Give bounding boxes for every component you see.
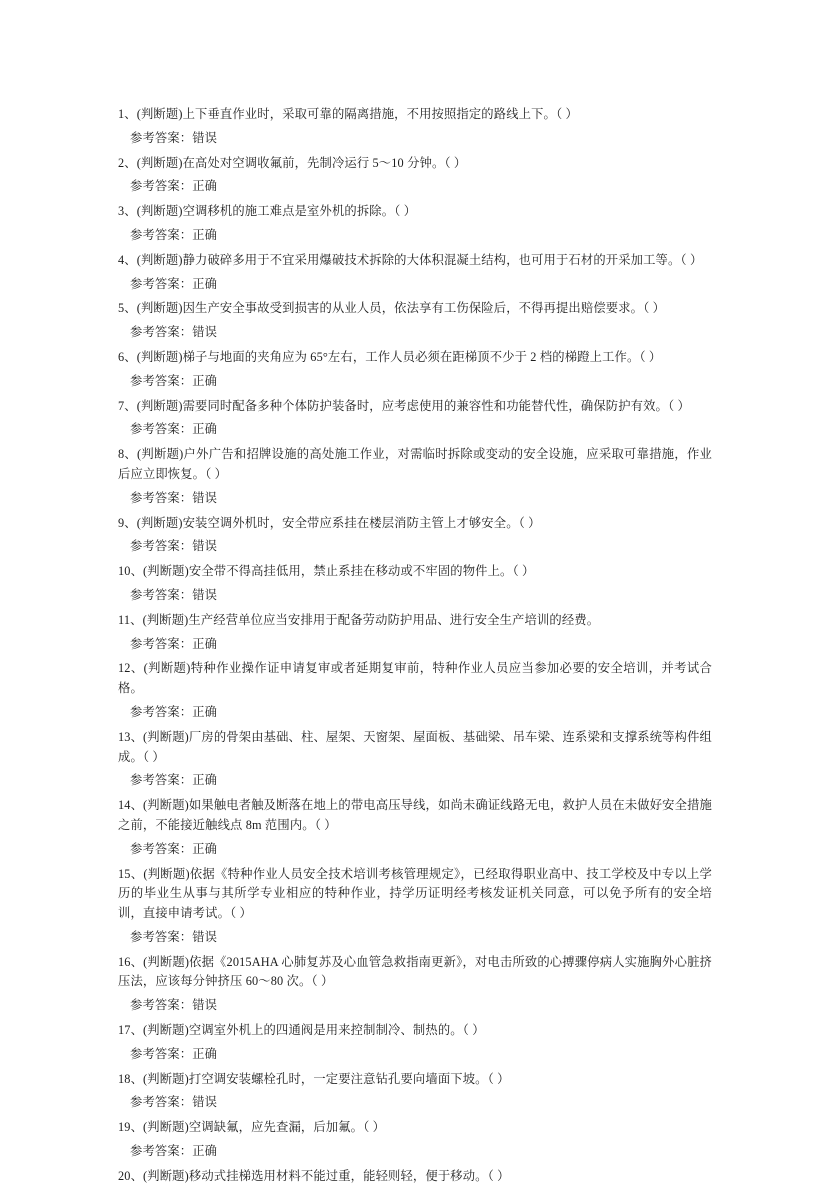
question-text: 5、(判断题)因生产安全事故受到损害的从业人员，依法享有工伤保险后，不得再提出赔偿要求。（ ） xyxy=(118,301,666,316)
answer-text: 参考答案：错误 xyxy=(130,1095,218,1110)
question-text: 7、(判断题)需要同时配备多种个体防护装备时，应考虑使用的兼容性和功能替代性，确保防护有效。（ ） xyxy=(118,398,690,413)
question-text: 4、(判断题)静力破碎多用于不宜采用爆破技术拆除的大体积混凝土结构，也可用于石材的开采加工等。（ ） xyxy=(118,252,703,267)
question-text: 12、(判断题)特种作业操作证申请复审或者延期复审前，特种作业人员应当参加必要的安全培训，并考试合格。 xyxy=(118,661,712,696)
answer-text: 参考答案：正确 xyxy=(130,841,218,856)
answer-text: 参考答案：正确 xyxy=(130,373,218,388)
answer-text: 参考答案：正确 xyxy=(130,422,218,437)
question-item xyxy=(118,1167,712,1187)
question-item xyxy=(118,251,712,295)
question-text: 1、(判断题)上下垂直作业时，采取可靠的隔离措施，不用按照指定的路线上下。（ ） xyxy=(118,107,578,121)
question-item xyxy=(118,659,712,722)
question-text: 11、(判断题)生产经营单位应当安排用于配备劳动防护用品、进行安全生产培训的经费。 xyxy=(118,612,600,627)
answer-text: 参考答案：错误 xyxy=(130,325,218,340)
question-text: 17、(判断题)空调室外机上的四通阀是用来控制制冷、制热的。（ ） xyxy=(118,1023,485,1038)
answer-text: 参考答案：错误 xyxy=(130,998,218,1013)
question-item xyxy=(118,299,712,343)
question-item xyxy=(118,611,712,655)
answer-text: 参考答案：正确 xyxy=(130,704,218,719)
question-item xyxy=(118,953,712,1016)
answer-text: 参考答案：正确 xyxy=(130,276,218,291)
question-text: 16、(判断题)依据《2015AHA 心肺复苏及心血管急救指南更新》，对电击所致的心搏骤停病人实施胸外心脏挤压法，应该每分钟挤压 60～80 次。（ ） xyxy=(118,954,712,989)
answer-text: 参考答案：正确 xyxy=(130,1046,218,1061)
question-item xyxy=(118,1021,712,1065)
question-item xyxy=(118,397,712,441)
question-text: 14、(判断题)如果触电者触及断落在地上的带电高压导线，如尚未确证线路无电，救护人员在未做好安全措施之前，不能接近触线点 8m 范围内。（ ） xyxy=(118,798,712,832)
question-text: 19、(判断题)空调缺氟，应先查漏，后加氟。（ ） xyxy=(118,1120,386,1135)
question-item xyxy=(118,105,712,149)
question-item xyxy=(118,202,712,246)
question-item xyxy=(118,154,712,198)
question-text: 15、(判断题)依据《特种作业人员安全技术培训考核管理规定》，已经取得职业高中、技工学校及中专以上学历的毕业生从事与其所学专业相应的特种作业，持学历证明经考核发证机关同意，可以免予所有的安全培训，直接申请考试。（ ） xyxy=(118,866,712,921)
question-item xyxy=(118,562,712,606)
question-item xyxy=(118,796,712,859)
answer-text: 参考答案：错误 xyxy=(130,929,218,944)
answer-text: 参考答案：正确 xyxy=(130,773,218,788)
question-text: 8、(判断题)户外广告和招牌设施的高处施工作业，对需临时拆除或变动的安全设施，应采取可靠措施，作业后应立即恢复。（ ） xyxy=(118,447,712,481)
question-text: 3、(判断题)空调移机的施工难点是室外机的拆除。（ ） xyxy=(118,204,417,219)
question-item xyxy=(118,865,712,948)
question-text: 9、(判断题)安装空调外机时，安全带应系挂在楼层消防主管上才够安全。（ ） xyxy=(118,515,541,530)
question-item xyxy=(118,348,712,392)
question-text: 13、(判断题)厂房的骨架由基础、柱、屋架、天窗架、屋面板、基础梁、吊车梁、连系梁和支撑系统等构件组成。（ ） xyxy=(118,729,712,764)
answer-text: 参考答案：正确 xyxy=(130,179,218,194)
question-item xyxy=(118,445,712,508)
question-text: 18、(判断题)打空调安装螺栓孔时，一定要注意钻孔要向墙面下坡。（ ） xyxy=(118,1071,510,1086)
question-list xyxy=(118,105,712,1187)
answer-text: 参考答案：错误 xyxy=(130,130,218,145)
answer-text: 参考答案：错误 xyxy=(130,539,218,554)
answer-text: 参考答案：正确 xyxy=(130,1144,218,1159)
question-item xyxy=(118,514,712,558)
answer-text: 参考答案：正确 xyxy=(130,636,218,651)
answer-text: 参考答案：错误 xyxy=(130,587,218,602)
question-text: 6、(判断题)梯子与地面的夹角应为 65°左右，工作人员必须在距梯顶不少于 2 档的梯蹬上工作。（ ） xyxy=(118,349,662,364)
question-item xyxy=(118,1070,712,1114)
question-text: 20、(判断题)移动式挂梯选用材料不能过重，能轻则轻，便于移动。（ ） xyxy=(118,1168,510,1183)
answer-text: 参考答案：错误 xyxy=(130,490,218,505)
answer-text: 参考答案：正确 xyxy=(130,227,218,242)
question-item xyxy=(118,1118,712,1162)
question-item xyxy=(118,728,712,791)
question-text: 2、(判断题)在高处对空调收氟前，先制冷运行 5～10 分钟。（ ） xyxy=(118,155,467,170)
question-text: 10、(判断题)安全带不得高挂低用，禁止系挂在移动或不牢固的物件上。（ ） xyxy=(118,564,535,579)
